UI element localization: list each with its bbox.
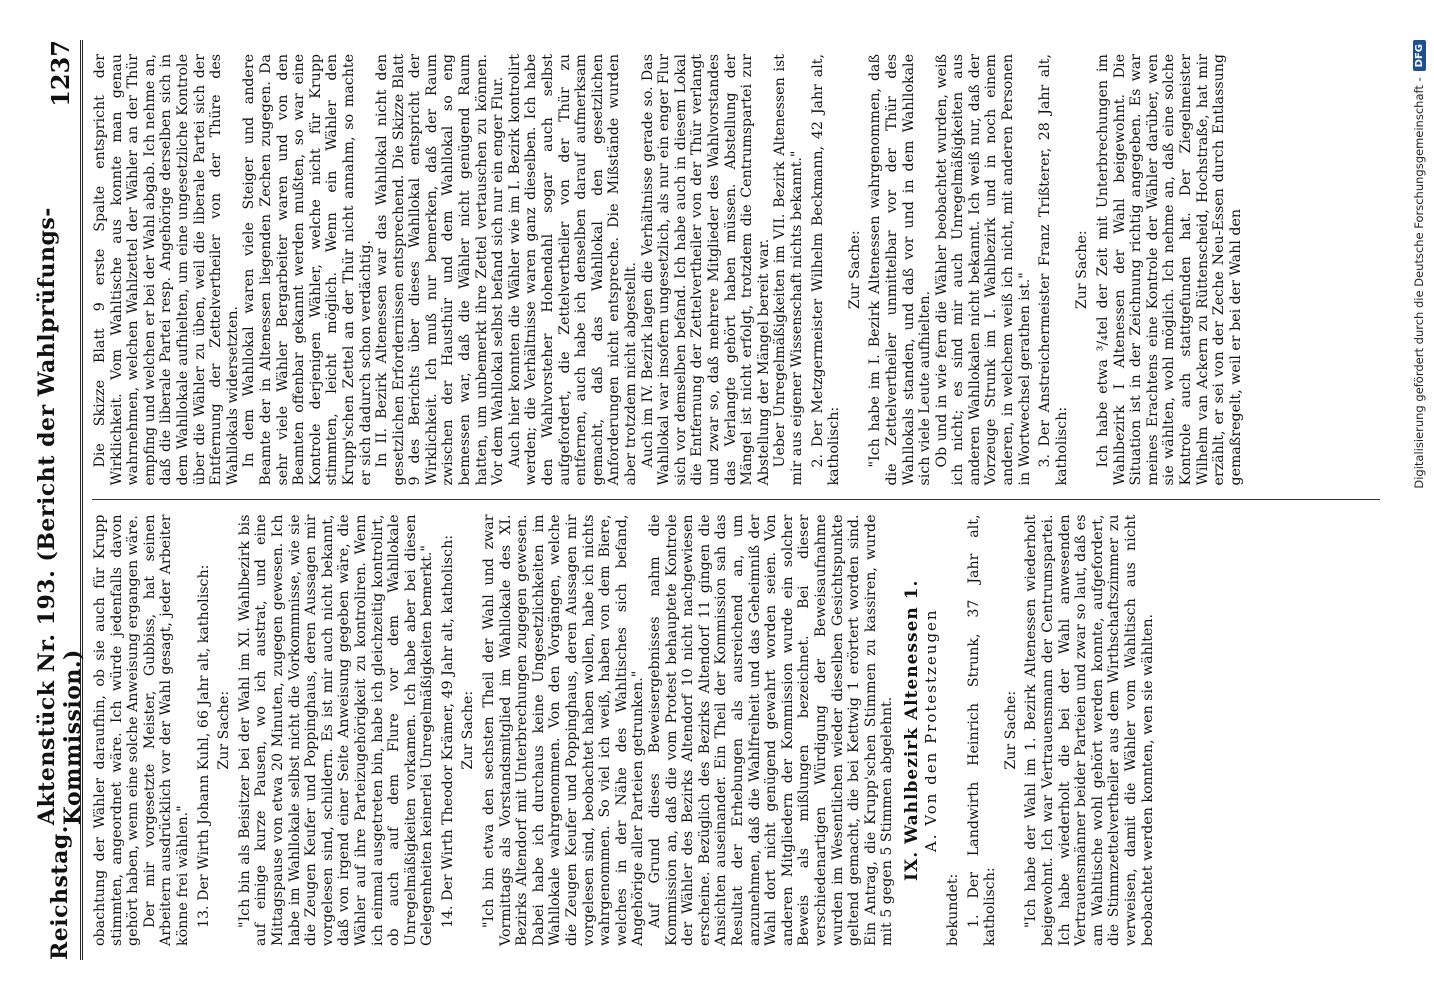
- paragraph: obachtung der Wähler daraufhin, ob sie auch für Krupp stimmten, angeordnet wäre. Ich würde jedenfalls davon gehört haben, wenn eine solche Anweisung ergangen wäre.: [92, 514, 142, 946]
- zur-sache-label: Zur Sache:: [1002, 690, 1019, 770]
- digitization-credit: [1408, 40, 1430, 960]
- dfg-logo: DFG: [1413, 40, 1426, 71]
- running-head: [34, 40, 86, 960]
- testimony-paragraph: Ich habe etwa ³/₄tel der Zeit mit Unterbrechungen im Wahlbezirk I Altenessen der Wahl beigewohnt. Die Situation ist in der Zeichnung richtig angegeben. Es war meines Erachtens eine Kontrole der Wähler darüber, wen sie wählten, wohl möglich. Ich nehme an, daß eine solche Kontrole auch stattgefunden hat. Der Ziegelmeister Wilhelm van Ackern zu Rüttenscheid, Hochstraße, hat mir erzählt, er sei von der Zeche Neu-Essen durch Entlassung gemaßregelt, weil er bei der Wahl den: [1095, 54, 1244, 486]
- left-column: [92, 500, 1380, 961]
- paragraph: In II. Bezirk Altenessen war das Wahllokal nicht den gesetzlichen Erfordernissen entsprechend. Die Skizze Blatt 9 des Berichts über dieses Wahllokal entspricht der Wirklichkeit. Ich muß nur bemerken, daß der Raum zwischen der Hausthür und dem Wahllokal so eng bemessen war, daß die Wähler nicht genügend Raum hatten, um unbemerkt ihre Zettel vertauschen zu können. Vor dem Wahllokal selbst befand sich nur ein enger Flur.: [374, 54, 507, 486]
- section-heading: IX. Wahlbezirk Altenessen 1.: [901, 579, 922, 881]
- zur-sache-label: Zur Sache:: [216, 690, 233, 770]
- zur-sache-label: Zur Sache:: [1074, 230, 1091, 310]
- running-head-title: Aktenstück Nr. 193. (Bericht der Wahlprüfungs-Kommission.): [34, 207, 86, 826]
- text-columns: [92, 40, 1380, 960]
- witness-heading: 2. Der Metzgermeister Wilhelm Beckmann, 42 Jahr alt, katholisch:: [809, 54, 843, 486]
- testimony-paragraph: "Ich bin als Beisitzer bei der Wahl im XI. Wahlbezirk bis auf einige kurze Pausen, wo ich austrat, und eine Mittagspause von etwa 20 Minuten, zugegen gewesen. Ich habe im Wahllokale selbst nicht die Vorkommnisse, wie sie die Zeugen Keufer und Poppinghaus, deren Aussagen mir vorgelesen sind, schildern. Es ist mir auch nicht bekannt, daß von irgend einer Seite Anweisung gegeben wäre, die Wähler auf ihre Parteizugehörigkeit zu kontroliren. Wenn ich einmal ausgetreten bin, habe ich gleichzeitig kontrolirt, ob auch auf dem Flure vor dem Wahllokale Unregelmäßigkeiten vorkamen. Ich habe aber bei diesen Gelegenheiten keinerlei Unregelmäßigkeiten bemerkt.": [236, 514, 436, 946]
- paragraph: Auf Grund dieses Beweisergebnisses nahm die Kommission an, daß die vom Protest behauptete Kontrole der Wähler des Bezirks Altendorf 10 nicht nachgewiesen erscheine. Bezüglich des Bezirks Altendorf 11 gingen die Ansichten auseinander. Ein Theil der Kommission sah das Resultat der Erhebungen als ausreichend an, um anzunehmen, daß die Wahlfreiheit und das Geheimniß der Wahl dort nicht genügend gewahrt worden seien. Von anderen Mitgliedern der Kommission wurde ein solcher Beweis als mißlungen bezeichnet. Bei dieser verschiedenartigen Würdigung der Beweisaufnahme wurden im Wesentlichen wieder dieselben Gesichtspunkte geltend gemacht, die bei Kettwig 1 erörtert worden sind. Ein Antrag, die Krupp'schen Stimmen zu kassiren, wurde mit 5 gegen 5 Stimmen abgelehnt.: [647, 514, 896, 946]
- zur-sache-label: Zur Sache:: [846, 230, 863, 310]
- paragraph: bekundet:: [945, 873, 962, 946]
- testimony-paragraph: "Ich habe der Wahl im 1. Bezirk Altenessen wiederholt beigewohnt. Ich war Vertrauensmann der Centrumspartei. Ich habe wiederholt die bei der Wahl anwesenden Vertrauensmänner beider Parteien und zwar so laut, daß es am Wahltische wohl gehört werden konnte, aufgefordert, die Stimmzettelvertheiler aus dem Wirthschaftszimmer zu verweisen, damit die Wähler vom Wahltisch aus nicht beobachtet werden konnten, wen sie wählten.: [1023, 514, 1156, 946]
- credit-text: Digitalisierung gefördert durch die Deutsche Forschungsgemeinschaft -: [1412, 77, 1426, 489]
- running-head-left: Reichstag.: [47, 825, 73, 960]
- paragraph: In dem Wahllokal waren viele Steiger und andere Beamte der in Altenessen liegenden Zechen zugegen. Da sehr viele Wähler Bergarbeiter waren und von den Beamten offenbar gekannt werden mußten, so war eine Kontrole derjenigen Wähler, welche nicht für Krupp stimmten, leicht möglich. Wenn ein Wähler den Krupp'schen Zettel an der Thür nicht annahm, so machte er sich dadurch schon verdächtig.: [241, 54, 374, 486]
- paragraph: Ueber Unregelmäßigkeiten im VII. Bezirk Altenessen ist mir aus eigener Wissenschaft nichts bekannt.": [772, 54, 805, 486]
- digitization-sidebar: [1408, 40, 1430, 960]
- witness-heading: 14. Der Wirth Theodor Krämer, 49 Jahr alt, katholisch:: [439, 534, 456, 928]
- paragraph: Auch hier konnten die Wähler wie im I. Bezirk kontrolirt werden; die Verhältnisse waren ganz dieselben. Ich habe den Wahlvorsteher Hohendahl sogar auch selbst aufgefordert, die Zettelvertheiler von der Thür zu entfernen, auch habe ich denselben darauf aufmerksam gemacht, daß das Wahllokal den gesetzlichen Anforderungen nicht entspreche. Die Mißstände wurden aber trotzdem nicht abgestellt.: [506, 54, 639, 486]
- witness-heading: 3. Der Anstreichermeister Franz Trißterer, 28 Jahr alt, katholisch:: [1037, 54, 1070, 486]
- paragraph: Ob und in wie fern die Wähler beobachtet wurden, weiß ich nicht; es sind mir auch Unregelmäßigkeiten aus anderen Wahllokalen nicht bekannt. Ich weiß nur, daß der Vorzeuge Strunk im I. Wahlbezirk und in noch einem anderen, in welchem weiß ich nicht, mit anderen Personen in Wortwechsel gerathen ist.": [933, 54, 1033, 486]
- paragraph: Der mir vorgesetzte Meister, Gubbiss, hat seinen Arbeitern ausdrücklich vor der Wahl gesagt, jeder Arbeiter könne frei wählen.": [141, 514, 191, 946]
- testimony-paragraph: "Ich bin etwa den sechsten Theil der Wahl und zwar Vormittags als Vorstandsmitglied im Wahllokale des XI. Bezirks Altendorf mit Unterbrechungen zugegen gewesen. Dabei habe ich durchaus keine Ungesetzlichkeiten im Wahllokale wahrgenommen. Von den Vorgängen, welche die Zeugen Keufer und Poppinghaus, deren Aussagen mir vorgelesen sind, beobachtet haben wollen, habe ich nichts wahrgenommen. So viel ich weiß, haben von dem Biere, welches in der Nähe des Wahltisches sich befand, Angehörige aller Parteien getrunken.": [481, 514, 647, 946]
- witness-heading: 1. Der Landwirth Heinrich Strunk, 37 Jahr alt, katholisch:: [965, 514, 999, 946]
- paragraph: Die Skizze Blatt 9 erste Spalte entspricht der Wirklichkeit. Vom Wahltische aus konnte man genau wahrnehmen, welchen Wahlzettel der Wähler an der Thür empfing und welchen er bei der Wahl abgab. Ich nehme an, daß die liberale Partei resp. Angehörige derselben sich in dem Wahllokale aufhielten, um eine ungesetzliche Kontrole über die Wähler zu üben, weil die liberale Partei sich der Entfernung der Zettelvertheiler von der Thüre des Wahllokals widersetzten.: [92, 54, 241, 486]
- testimony-paragraph: "Ich habe im I. Bezirk Altenessen wahrgenommen, daß die Zettelvertheiler unmittelbar vor der Thür des Wahllokals standen, und daß vor und in dem Wahllokale sich viele Leute aufhielten.: [867, 54, 934, 486]
- right-column: [92, 40, 1380, 500]
- subsection-heading: A. Von den Protestzeugen: [921, 608, 940, 853]
- paragraph: Auch im IV. Bezirk lagen die Verhältnisse gerade so. Das Wahllokal war insofern ungesetzlich, als nur ein enger Flur sich vor demselben befand. Ich habe auch in diesem Lokal die Entfernung der Zettelvertheiler von der Thür verlangt und zwar so, daß mehrere Mitglieder des Wahlvorstandes das Verlangte gehört haben müssen. Abstellung der Mängel ist nicht erfolgt, trotzdem die Centrumspartei zur Abstellung der Mängel bereit war.: [639, 54, 772, 486]
- witness-heading: 13. Der Wirth Johann Kuhl, 66 Jahr alt, katholisch:: [195, 564, 212, 928]
- zur-sache-label: Zur Sache:: [460, 690, 477, 770]
- page-number: 1237: [45, 40, 75, 107]
